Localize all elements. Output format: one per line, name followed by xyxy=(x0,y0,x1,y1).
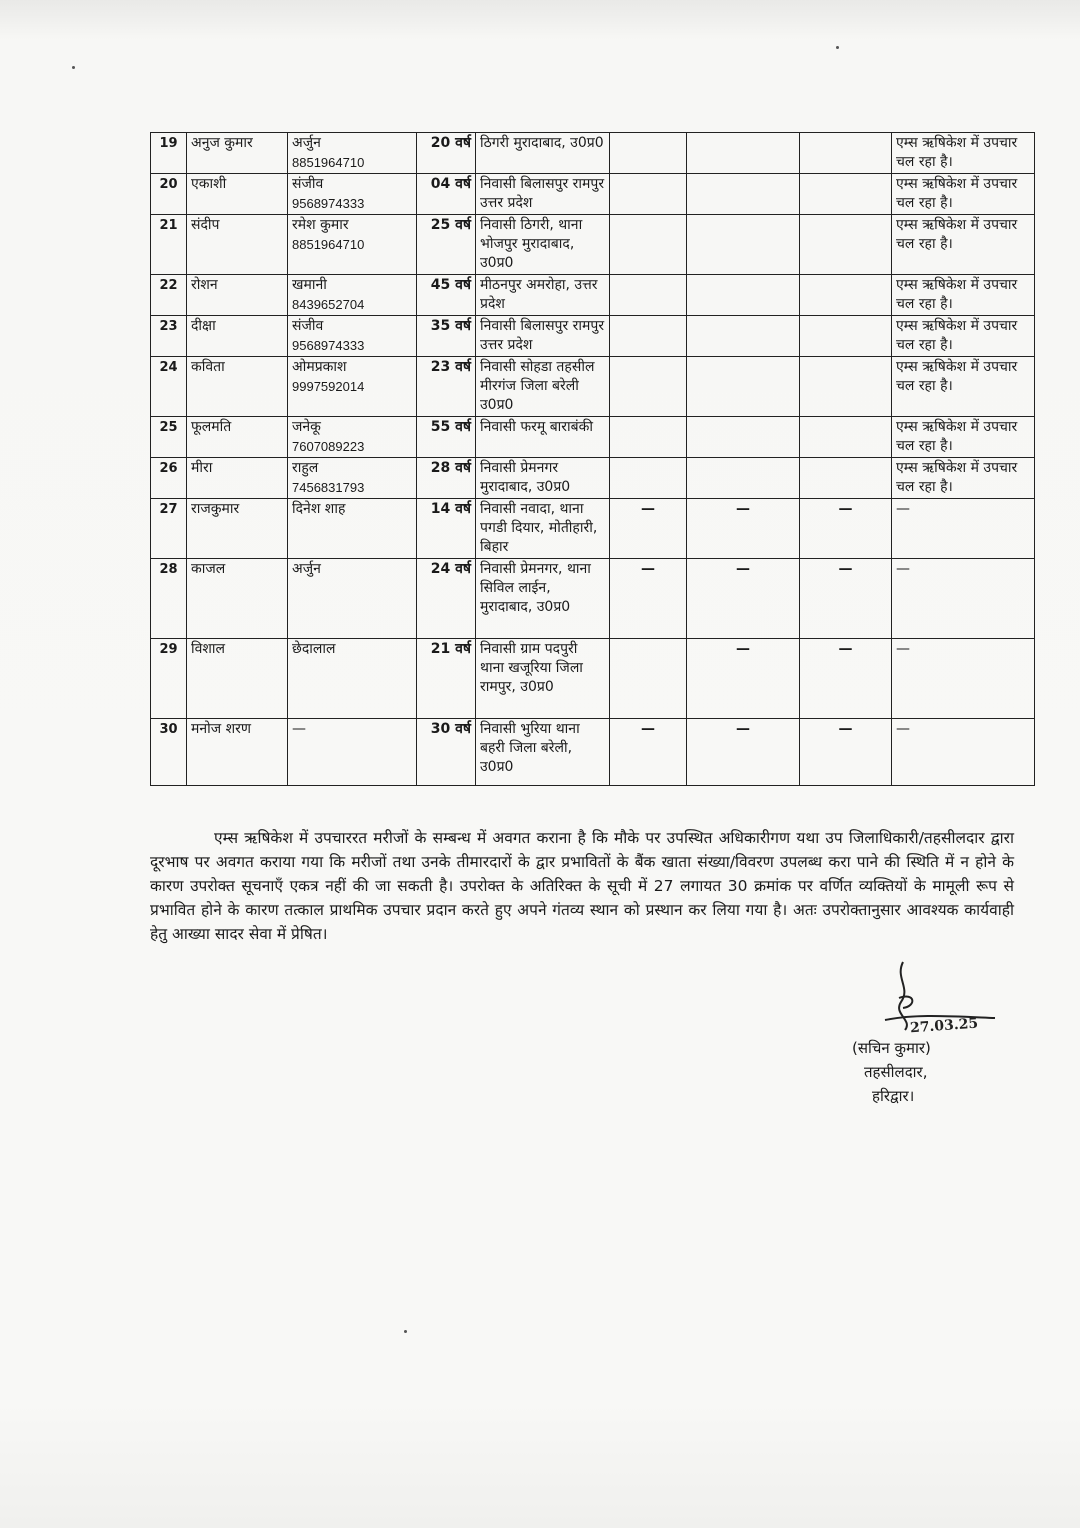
table-row xyxy=(151,719,1035,786)
column-7-value: — xyxy=(687,719,800,786)
scan-speck xyxy=(404,1330,407,1333)
column-8-value xyxy=(800,215,892,275)
address: निवासी प्रेमनगर, थाना सिविल लाईन, मुरादाबाद, उ0प्र0 xyxy=(476,559,610,639)
patient-name: संदीप xyxy=(187,215,288,275)
guardian-cell xyxy=(288,357,417,417)
guardian-cell xyxy=(288,559,417,639)
column-6-value xyxy=(610,417,687,458)
row-number: 22 xyxy=(151,275,187,316)
age: 23 वर्ष xyxy=(417,357,476,417)
age: 45 वर्ष xyxy=(417,275,476,316)
phone-number: 9568974333 xyxy=(292,338,365,353)
row-number: 19 xyxy=(151,133,187,174)
column-8-value: — xyxy=(800,719,892,786)
guardian-cell xyxy=(288,719,417,786)
address: निवासी भुरिया थाना बहरी जिला बरेली, उ0प्र0 xyxy=(476,719,610,786)
scan-speck xyxy=(836,46,839,49)
remark: एम्स ऋषिकेश में उपचार चल रहा है। xyxy=(892,174,1035,215)
table-row xyxy=(151,458,1035,499)
column-8-value xyxy=(800,174,892,215)
table-row xyxy=(151,357,1035,417)
patient-name: काजल xyxy=(187,559,288,639)
guardian-cell xyxy=(288,639,417,719)
remark: एम्स ऋषिकेश में उपचार चल रहा है। xyxy=(892,458,1035,499)
remark: एम्स ऋषिकेश में उपचार चल रहा है। xyxy=(892,275,1035,316)
table-row xyxy=(151,417,1035,458)
address: ठिगरी मुरादाबाद, उ0प्र0 xyxy=(476,133,610,174)
age: 28 वर्ष xyxy=(417,458,476,499)
remark: — xyxy=(892,719,1035,786)
patient-name: मनोज शरण xyxy=(187,719,288,786)
phone-number: 7456831793 xyxy=(292,480,365,495)
table-row xyxy=(151,316,1035,357)
column-7-value xyxy=(687,215,800,275)
column-6-value xyxy=(610,275,687,316)
address: निवासी फरमू बाराबंकी xyxy=(476,417,610,458)
remark: एम्स ऋषिकेश में उपचार चल रहा है। xyxy=(892,215,1035,275)
column-8-value xyxy=(800,357,892,417)
patient-name: रोशन xyxy=(187,275,288,316)
guardian-name: दिनेश शाह xyxy=(292,501,346,517)
guardian-name: अर्जुन xyxy=(292,135,321,151)
guardian-cell xyxy=(288,215,417,275)
patient-name: कविता xyxy=(187,357,288,417)
signatory-place: हरिद्वार। xyxy=(872,1087,915,1105)
column-8-value xyxy=(800,275,892,316)
guardian-cell xyxy=(288,316,417,357)
table-row xyxy=(151,559,1035,639)
address: निवासी नवादा, थाना पगडी दियार, मोतीहारी, बिहार xyxy=(476,499,610,559)
column-7-value: — xyxy=(687,559,800,639)
row-number: 29 xyxy=(151,639,187,719)
table-row xyxy=(151,174,1035,215)
scan-speck xyxy=(72,66,75,69)
column-8-value xyxy=(800,417,892,458)
guardian-name: छेदालाल xyxy=(292,641,336,657)
table-row xyxy=(151,133,1035,174)
closing-paragraph: एम्स ऋषिकेश में उपचाररत मरीजों के सम्बन्ध में अवगत कराना है कि मौके पर उपस्थित अधिकारीगण यथा उप जिलाधिकारी/तहसीलदार द्वारा दूरभाष पर अवगत कराया गया कि मरीजों तथा उनके तीमारदारों के द्वार प्रभावितों के बैंक खाता संख्या/विवरण उपलब्ध करा पाने की स्थिति में न होने के कारण उपरोक्त सूचनाएँ एकत्र नहीं की जा सकती है। उपरोक्त के अतिरिक्त के सूची में 27 लगायत 30 क्रमांक पर वर्णित व्यक्तियों के मामूली रूप से प्रभावित होने के कारण तत्काल प्राथमिक उपचार प्रदान करते हुए अपने गंतव्य स्थान को प्रस्थान कर लिया गया है। अतः उपरोक्तानुसार आवश्यक कार्यवाही हेतु आख्या सादर सेवा में प्रेषित। xyxy=(150,829,1014,943)
column-7-value xyxy=(687,174,800,215)
row-number: 21 xyxy=(151,215,187,275)
table-body xyxy=(151,133,1035,786)
column-6-value xyxy=(610,133,687,174)
column-6-value: — xyxy=(610,559,687,639)
remark: एम्स ऋषिकेश में उपचार चल रहा है। xyxy=(892,133,1035,174)
column-6-value xyxy=(610,316,687,357)
remark: एम्स ऋषिकेश में उपचार चल रहा है। xyxy=(892,357,1035,417)
guardian-name: खमानी xyxy=(292,277,327,293)
remark: — xyxy=(892,499,1035,559)
row-number: 27 xyxy=(151,499,187,559)
column-7-value xyxy=(687,458,800,499)
column-6-value xyxy=(610,458,687,499)
age: 14 वर्ष xyxy=(417,499,476,559)
column-8-value: — xyxy=(800,499,892,559)
remark: एम्स ऋषिकेश में उपचार चल रहा है। xyxy=(892,316,1035,357)
row-number: 23 xyxy=(151,316,187,357)
table-row xyxy=(151,499,1035,559)
patient-name: विशाल xyxy=(187,639,288,719)
column-7-value xyxy=(687,316,800,357)
patient-name: फूलमति xyxy=(187,417,288,458)
guardian-cell xyxy=(288,458,417,499)
table-row xyxy=(151,639,1035,719)
signatory-designation: तहसीलदार, xyxy=(864,1063,928,1081)
patient-name: दीक्षा xyxy=(187,316,288,357)
guardian-cell xyxy=(288,174,417,215)
column-8-value xyxy=(800,133,892,174)
address: निवासी सोहडा तहसील मीरगंज जिला बरेली उ0प्र0 xyxy=(476,357,610,417)
address: निवासी प्रेमनगर मुरादाबाद, उ0प्र0 xyxy=(476,458,610,499)
address: मीठनपुर अमरोहा, उत्तर प्रदेश xyxy=(476,275,610,316)
age: 20 वर्ष xyxy=(417,133,476,174)
age: 55 वर्ष xyxy=(417,417,476,458)
column-8-value: — xyxy=(800,559,892,639)
table-row xyxy=(151,275,1035,316)
guardian-name: ओमप्रकाश xyxy=(292,359,347,375)
address: निवासी ग्राम पदपुरी थाना खजूरिया जिला रामपुर, उ0प्र0 xyxy=(476,639,610,719)
column-6-value xyxy=(610,215,687,275)
row-number: 26 xyxy=(151,458,187,499)
phone-number: 9997592014 xyxy=(292,379,365,394)
guardian-name: संजीव xyxy=(292,318,324,334)
column-7-value xyxy=(687,417,800,458)
remark: — xyxy=(892,639,1035,719)
column-6-value: — xyxy=(610,719,687,786)
guardian-cell xyxy=(288,499,417,559)
age: 21 वर्ष xyxy=(417,639,476,719)
column-7-value: — xyxy=(687,639,800,719)
row-number: 20 xyxy=(151,174,187,215)
victims-table xyxy=(150,132,1035,786)
column-8-value xyxy=(800,458,892,499)
column-6-value xyxy=(610,357,687,417)
age: 30 वर्ष xyxy=(417,719,476,786)
column-7-value: — xyxy=(687,499,800,559)
remark: एम्स ऋषिकेश में उपचार चल रहा है। xyxy=(892,417,1035,458)
column-7-value xyxy=(687,133,800,174)
age: 24 वर्ष xyxy=(417,559,476,639)
guardian-cell xyxy=(288,133,417,174)
address: निवासी बिलासपुर रामपुर उत्तर प्रदेश xyxy=(476,316,610,357)
row-number: 28 xyxy=(151,559,187,639)
phone-number: 7607089223 xyxy=(292,439,365,454)
column-7-value xyxy=(687,357,800,417)
guardian-name: राहुल xyxy=(292,460,319,476)
phone-number: 9568974333 xyxy=(292,196,365,211)
patient-name: मीरा xyxy=(187,458,288,499)
guardian-name: रमेश कुमार xyxy=(292,217,349,233)
guardian-name: अर्जुन xyxy=(292,561,321,577)
column-8-value xyxy=(800,316,892,357)
patient-name: राजकुमार xyxy=(187,499,288,559)
column-6-value: — xyxy=(610,499,687,559)
phone-number: 8851964710 xyxy=(292,155,365,170)
patient-name: अनुज कुमार xyxy=(187,133,288,174)
signature-block xyxy=(852,1036,1032,1108)
address: निवासी बिलासपुर रामपुर उत्तर प्रदेश xyxy=(476,174,610,215)
row-number: 24 xyxy=(151,357,187,417)
age: 04 वर्ष xyxy=(417,174,476,215)
guardian-name: — xyxy=(292,721,306,737)
age: 25 वर्ष xyxy=(417,215,476,275)
address: निवासी ठिगरी, थाना भोजपुर मुरादाबाद, उ0प्र0 xyxy=(476,215,610,275)
column-6-value xyxy=(610,639,687,719)
row-number: 30 xyxy=(151,719,187,786)
signatory-name: (सचिन कुमार) xyxy=(852,1039,931,1057)
guardian-cell xyxy=(288,417,417,458)
column-7-value xyxy=(687,275,800,316)
phone-number: 8851964710 xyxy=(292,237,365,252)
column-6-value xyxy=(610,174,687,215)
signature-date: 27.03.25 xyxy=(909,1015,979,1037)
table-row xyxy=(151,215,1035,275)
guardian-cell xyxy=(288,275,417,316)
row-number: 25 xyxy=(151,417,187,458)
age: 35 वर्ष xyxy=(417,316,476,357)
remark: — xyxy=(892,559,1035,639)
patient-name: एकाशी xyxy=(187,174,288,215)
guardian-name: जनेकू xyxy=(292,419,321,435)
column-8-value: — xyxy=(800,639,892,719)
guardian-name: संजीव xyxy=(292,176,324,192)
phone-number: 8439652704 xyxy=(292,297,365,312)
